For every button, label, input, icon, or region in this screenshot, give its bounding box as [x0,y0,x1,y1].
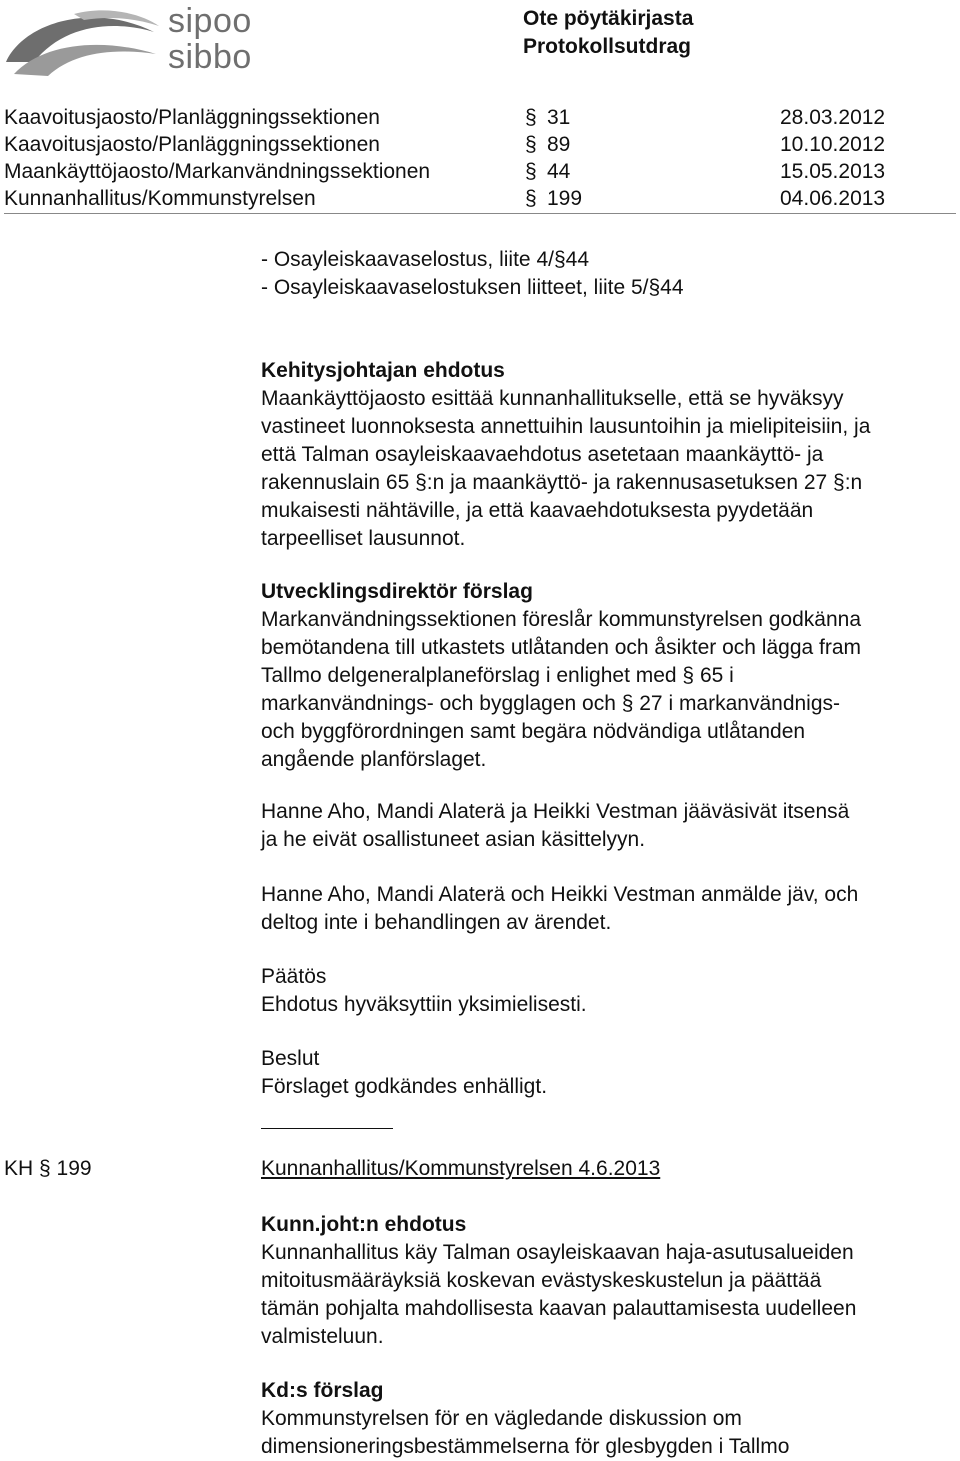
decision-fi-text: Ehdotus hyväksyttiin yksimielisesti. [261,993,587,1016]
proposal-sv-heading: Utvecklingsdirektör förslag [261,580,533,603]
text-line: Hanne Aho, Mandi Alaterä ja Heikki Vestman jääväsivät itsensä [261,800,850,823]
proposal2-sv-heading: Kd:s förslag [261,1379,384,1402]
meeting-number: 89 [547,133,571,156]
document-type-sv: Protokollsutdrag [523,35,692,58]
meeting-row [4,104,956,131]
text-line: markanvändnings- och bygglagen och § 27 i markanvändnigs- [261,692,841,715]
text-line: bemötandena till utkastets utlåtanden och åsikter och lägga fram [261,636,862,659]
disqualification-sv [261,881,956,937]
section-end-divider [261,1128,393,1129]
text-line: angående planförslaget. [261,748,487,771]
kh-section-label: KH § 199 [4,1157,92,1180]
meeting-number: 31 [547,106,571,129]
proposal-sv [261,578,956,774]
text-line: tämän pohjalta mahdollisesta kaavan palauttamisesta uudelleen [261,1297,857,1320]
section-sign: § [525,106,537,129]
meeting-row [4,185,956,212]
decision-fi-heading: Päätös [261,965,327,988]
text-line: dimensioneringsbestämmelserna för glesbygden i Tallmo [261,1435,790,1458]
kh-section-title: Kunnanhallitus/Kommunstyrelsen 4.6.2013 [261,1157,661,1180]
disqualification-fi [261,798,956,854]
logo-swoosh-icon [4,2,164,82]
text-line: och byggförordningen samt begära nödvändiga utlåtanden [261,720,806,743]
document-type [523,5,693,61]
text-line: Hanne Aho, Mandi Alaterä och Heikki Vestman anmälde jäv, och [261,883,859,906]
meeting-date: 10.10.2012 [780,133,886,156]
meeting-body: Maankäyttöjaosto/Markanvändningssektionen [4,160,431,183]
meeting-date: 28.03.2012 [780,106,886,129]
text-line: mitoitusmääräyksiä koskevan evästyskeskustelun ja päättää [261,1269,822,1292]
text-line: Kommunstyrelsen för en vägledande diskussion om [261,1407,742,1430]
logo-text-sipoo: sipoo [168,2,252,40]
document-type-fi: Ote pöytäkirjasta [523,7,694,30]
proposal2-sv [261,1377,956,1461]
proposal2-fi [261,1211,956,1351]
text-line: valmisteluun. [261,1325,384,1348]
meeting-row [4,131,956,158]
meeting-body: Kaavoitusjaosto/Planläggningssektionen [4,106,380,129]
decision-sv [261,1045,956,1101]
sipoo-sibbo-logo [4,2,264,82]
meeting-number: 199 [547,187,583,210]
header-divider [4,213,956,214]
decision-fi [261,963,956,1019]
section-sign: § [525,133,537,156]
text-line: tarpeelliset lausunnot. [261,527,466,550]
text-line: rakennuslain 65 §:n ja maankäyttö- ja rakennusasetuksen 27 §:n [261,471,863,494]
text-line: deltog inte i behandlingen av ärendet. [261,911,612,934]
text-line: ja he eivät osallistuneet asian käsittelyyn. [261,828,646,851]
decision-sv-heading: Beslut [261,1047,320,1070]
text-line: Markanvändningssektionen föreslår kommunstyrelsen godkänna [261,608,861,631]
text-line: vastineet luonnoksesta annettuihin lausuntoihin ja mielipiteisiin, ja [261,415,871,438]
decision-sv-text: Förslaget godkändes enhälligt. [261,1075,548,1098]
section-sign: § [525,187,537,210]
logo-text-sibbo: sibbo [168,38,252,76]
proposal-fi [261,357,956,553]
meeting-row [4,158,956,185]
proposal-fi-heading: Kehitysjohtajan ehdotus [261,359,505,382]
attachment-item: - Osayleiskaavaselostuksen liitteet, liite 5/§44 [261,276,684,299]
meeting-date: 04.06.2013 [780,187,886,210]
proposal2-fi-heading: Kunn.joht:n ehdotus [261,1213,467,1236]
meetings-table [4,104,956,212]
attachment-item: - Osayleiskaavaselostus, liite 4/§44 [261,248,589,271]
meeting-date: 15.05.2013 [780,160,886,183]
attachments-list [261,246,956,302]
meeting-number: 44 [547,160,571,183]
text-line: Tallmo delgeneralplaneförslag i enlighet med § 65 i [261,664,734,687]
meeting-body: Kunnanhallitus/Kommunstyrelsen [4,187,316,210]
text-line: Kunnanhallitus käy Talman osayleiskaavan haja-asutusalueiden [261,1241,854,1264]
text-line: mukaisesti nähtäville, ja että kaavaehdotuksesta pyydetään [261,499,814,522]
text-line: Maankäyttöjaosto esittää kunnanhallitukselle, että se hyväksyy [261,387,844,410]
section-sign: § [525,160,537,183]
text-line: että Talman osayleiskaavaehdotus asetetaan maankäyttö- ja [261,443,824,466]
meeting-body: Kaavoitusjaosto/Planläggningssektionen [4,133,380,156]
